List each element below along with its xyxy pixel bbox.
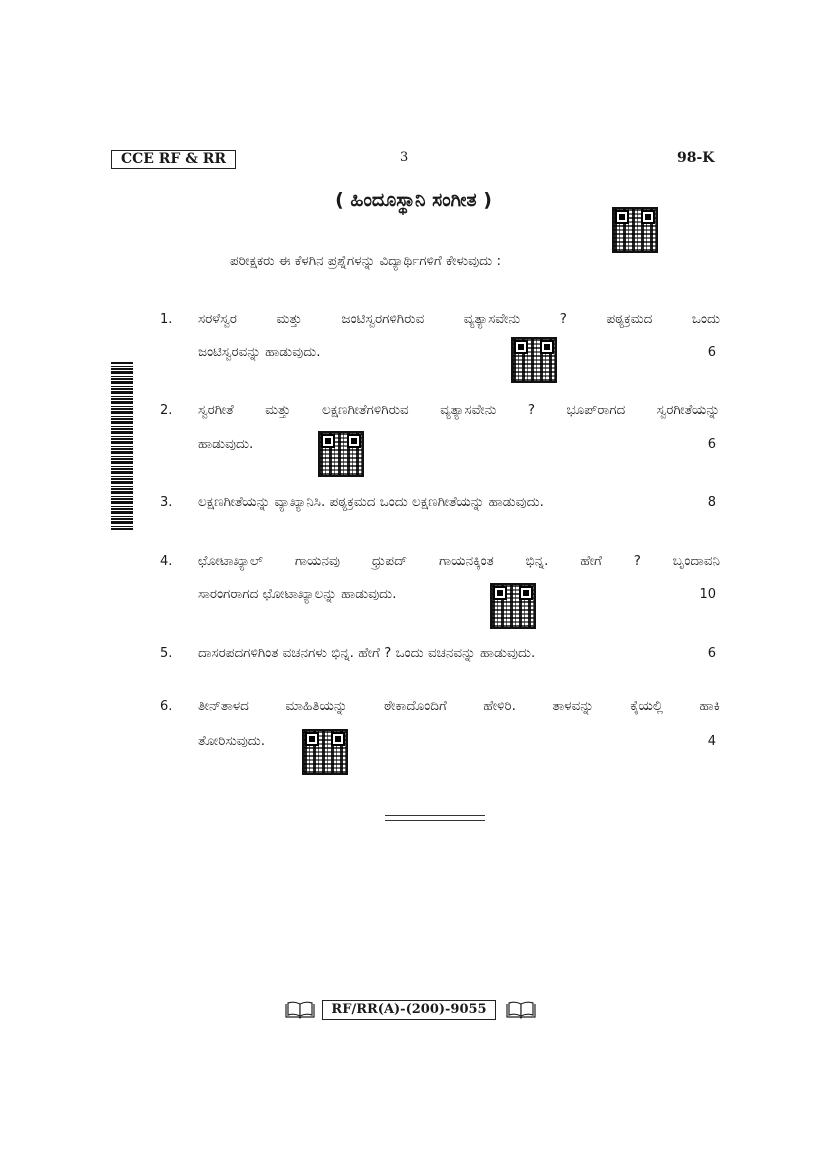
- question-text: ಸಾರಂಗರಾಗದ ಛೋಟಾಖ್ಯಾಲನ್ನು ಹಾಡುವುದು.: [198, 586, 397, 602]
- question-text: ಹಾಡುವುದು.: [198, 436, 254, 452]
- question-marks: 4: [707, 734, 716, 749]
- qr-code-icon: [511, 337, 557, 383]
- barcode-icon: [111, 362, 133, 530]
- qr-code-icon: [490, 583, 536, 629]
- question-number: 3.: [160, 495, 173, 510]
- question-number: 6.: [160, 699, 173, 714]
- question-text: ತೀನ್‌ತಾಳದ ಮಾಹಿತಿಯನ್ನು ಠೇಕಾದೊಂದಿಗೆ ಹೇಳಿರಿ. ತಾಳವನ್ನು ಕೈಯಲ್ಲಿ ಹಾಕಿ: [198, 698, 720, 714]
- question-number: 4.: [160, 554, 173, 569]
- question-text: ಛೋಟಾಖ್ಯಾಲ್ ಗಾಯನವು ಧ್ರುಪದ್ ಗಾಯನಕ್ಕಿಂತ ಭಿನ್ನ. ಹೇಗೆ ? ಬೃಂದಾವನಿ: [198, 553, 720, 569]
- question-text: ಜಂಟಿಸ್ವರವನ್ನು ಹಾಡುವುದು.: [198, 344, 321, 360]
- subject-title: ( ಹಿಂದೂಸ್ಥಾನಿ ಸಂಗೀತ ): [335, 189, 492, 211]
- question-number: 5.: [160, 646, 173, 661]
- footer-code-box: RF/RR(A)-(200)-9055: [322, 1000, 496, 1020]
- open-book-icon: [285, 1001, 315, 1019]
- question-marks: 6: [707, 646, 716, 661]
- question-marks: 10: [699, 587, 716, 602]
- question-text: ಸ್ವರಗೀತೆ ಮತ್ತು ಲಕ್ಷಣಗೀತೆಗಳಿಗಿರುವ ವ್ಯತ್ಯಾಸವೇನು ? ಭೂಪ್‌ರಾಗದ ಸ್ವರಗೀತೆಯನ್ನು: [198, 402, 720, 418]
- question-text: ಲಕ್ಷಣಗೀತೆಯನ್ನು ವ್ಯಾಖ್ಯಾನಿಸಿ. ಪಠ್ಯಕ್ರಮದ ಒಂದು ಲಕ್ಷಣಗೀತೆಯನ್ನು ಹಾಡುವುದು.: [198, 494, 544, 510]
- question-marks: 6: [707, 437, 716, 452]
- exam-code-box: CCE RF & RR: [111, 150, 236, 169]
- paper-code: 98-K: [677, 150, 715, 166]
- question-text: ತೋರಿಸುವುದು.: [198, 733, 266, 749]
- question-text: ಸರಳೆಸ್ವರ ಮತ್ತು ಜಂಟಿಸ್ವರಗಳಿಗಿರುವ ವ್ಯತ್ಯಾಸವೇನು ? ಪಠ್ಯಕ್ರಮದ ಒಂದು: [198, 311, 720, 327]
- qr-code-icon: [612, 207, 658, 253]
- qr-code-icon: [318, 431, 364, 477]
- question-number: 1.: [160, 312, 173, 327]
- end-divider: [385, 815, 485, 821]
- question-marks: 6: [707, 345, 716, 360]
- page-number: 3: [400, 150, 409, 165]
- question-text: ದಾಸರಪದಗಳಿಗಿಂತ ವಚನಗಳು ಭಿನ್ನ. ಹೇಗೆ ? ಒಂದು ವಚನವನ್ನು ಹಾಡುವುದು.: [198, 645, 536, 661]
- open-book-icon: [506, 1001, 536, 1019]
- examiner-instruction: ಪರೀಕ್ಷಕರು ಈ ಕೆಳಗಿನ ಪ್ರಶ್ನೆಗಳನ್ನು ವಿದ್ಯಾರ್ಥಿಗಳಿಗೆ ಕೇಳುವುದು :: [230, 253, 502, 269]
- question-number: 2.: [160, 403, 173, 418]
- question-marks: 8: [707, 495, 716, 510]
- qr-code-icon: [302, 729, 348, 775]
